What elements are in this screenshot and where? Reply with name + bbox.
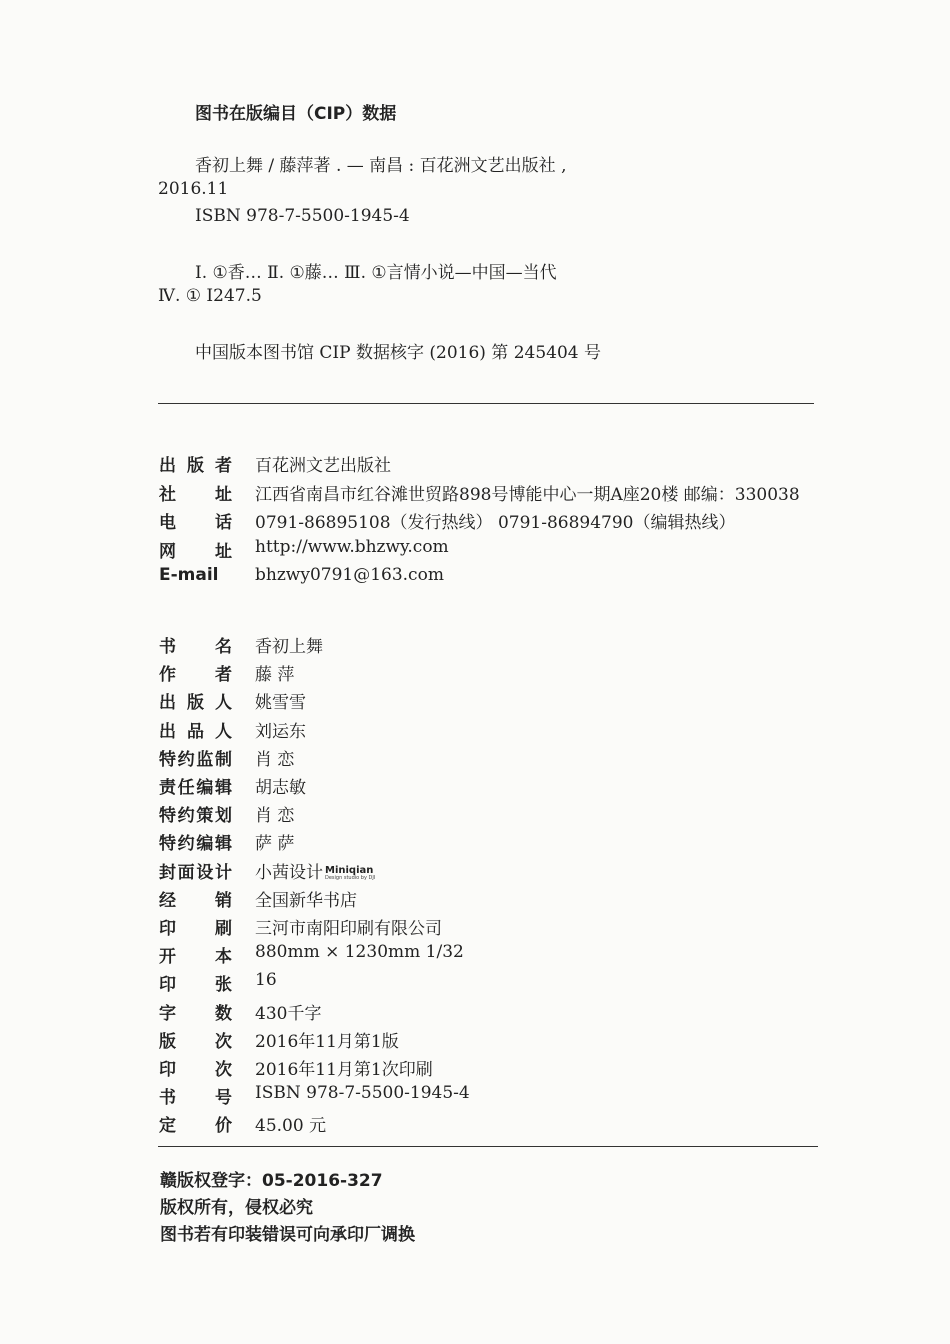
book-info-label-char: 品 [187, 721, 204, 742]
book-info-label [159, 660, 232, 685]
book-info-label-char: 编 [196, 778, 214, 798]
book-info-value-text: 小茜设计 [255, 862, 323, 883]
book-info-label-char: 制 [214, 749, 232, 770]
publisher-info-label-char: 网 [159, 541, 176, 562]
book-info-label-char: 经 [159, 890, 176, 911]
book-info-value-text: 藤 萍 [255, 665, 295, 686]
book-info-value [255, 1083, 470, 1103]
book-info-value-text: 430千字 [255, 1003, 322, 1024]
book-info-label-char: 书 [159, 637, 176, 657]
book-info-value-text: 880mm × 1230mm 1/32 [255, 942, 464, 963]
publisher-info-value-text: 0791-86895108（发行热线） 0791-86894790（编辑热线） [255, 513, 736, 533]
publisher-info-label [159, 508, 232, 533]
book-info-value [255, 745, 294, 770]
publisher-info-label-char: 址 [215, 541, 232, 562]
book-info-value [255, 914, 442, 939]
book-info-value-text: 三河市南阳印刷有限公司 [255, 919, 442, 939]
book-info-label [159, 999, 232, 1024]
publisher-info-label-char: E-mail [159, 565, 219, 585]
book-info-label-char: 策 [196, 806, 214, 827]
publisher-info-value [255, 480, 800, 505]
publisher-info-label-char: 版 [187, 456, 204, 476]
publisher-info-value [255, 565, 444, 585]
design-studio-logo-text: Miniqian [325, 864, 374, 876]
book-info-label-char: 名 [215, 637, 232, 657]
publisher-info-value [255, 508, 735, 533]
book-info-label-char: 责 [159, 778, 176, 798]
book-info-label-char: 数 [215, 1003, 232, 1024]
book-info-label-char: 特 [159, 806, 176, 827]
publisher-info-label-char: 电 [159, 513, 176, 533]
book-info-label-char: 辑 [214, 778, 232, 798]
publisher-info-label-char: 话 [215, 513, 232, 533]
book-info-label [159, 1111, 232, 1136]
cip-line-classification: Ⅳ. ① I247.5 [158, 286, 262, 306]
publisher-info-label-char: 址 [215, 484, 232, 505]
book-info-label-char: 约 [177, 834, 195, 855]
book-info-label-char: 任 [177, 778, 195, 798]
book-info-label-char: 出 [159, 721, 176, 742]
book-info-label-char: 刷 [215, 919, 232, 939]
book-info-label-char: 字 [159, 1003, 176, 1024]
publisher-info-label [159, 480, 232, 505]
book-info-label-char: 印 [159, 975, 176, 996]
copyright-registration: 赣版权登字：05-2016-327 [160, 1171, 383, 1191]
book-info-label [159, 632, 232, 657]
book-info-label-char: 印 [159, 919, 176, 939]
book-info-label-char: 划 [214, 806, 232, 827]
book-info-label-char: 版 [187, 693, 204, 714]
publisher-info-label [159, 565, 219, 585]
publisher-info-label-char: 者 [215, 456, 232, 476]
book-info-value-text: 16 [255, 970, 277, 991]
book-info-value [255, 1055, 433, 1080]
book-info-value-text: 刘运东 [255, 721, 306, 742]
book-info-label [159, 970, 232, 995]
cip-line-isbn: ISBN 978-7-5500-1945-4 [195, 206, 410, 226]
book-info-value [255, 660, 294, 685]
book-info-value [255, 886, 357, 911]
publisher-info-label [159, 451, 232, 476]
book-info-label-char: 面 [177, 862, 195, 883]
book-info-value [255, 829, 294, 854]
book-info-value-text: 胡志敏 [255, 778, 306, 798]
book-info-label-char: 监 [196, 749, 214, 770]
copyright-notice: 版权所有，侵权必究 [160, 1198, 313, 1218]
replacement-notice: 图书若有印装错误可向承印厂调换 [160, 1225, 415, 1245]
book-info-label-char: 者 [215, 665, 232, 686]
book-info-label-char: 辑 [214, 834, 232, 855]
book-info-label-char: 印 [159, 1060, 176, 1080]
book-info-label [159, 942, 232, 967]
book-info-value-text: 45.00 元 [255, 1116, 327, 1137]
book-info-label [159, 688, 232, 713]
book-info-label [159, 886, 232, 911]
book-info-label-char: 张 [215, 975, 232, 996]
book-info-label-char: 开 [159, 947, 176, 968]
publisher-info-label [159, 537, 232, 562]
book-info-value [255, 970, 277, 990]
publisher-info-value-text: http://www.bhzwy.com [255, 536, 449, 557]
book-info-value-text: ISBN 978-7-5500-1945-4 [255, 1083, 470, 1104]
book-info-label-char: 号 [215, 1088, 232, 1109]
book-info-label [159, 773, 232, 798]
cip-heading: 图书在版编目（CIP）数据 [195, 104, 397, 124]
book-info-value [255, 999, 321, 1024]
book-info-label [159, 1055, 232, 1080]
book-info-label-char: 定 [159, 1116, 176, 1137]
book-info-label-char: 设 [196, 862, 214, 883]
book-info-label-char: 约 [177, 749, 195, 770]
design-studio-logo-subtext: Design studio by DJI [325, 874, 376, 881]
book-info-label-char: 次 [215, 1060, 232, 1080]
publisher-info-value [255, 451, 391, 476]
publisher-info-value-text: bhzwy0791@163.com [255, 565, 444, 585]
book-info-label-char: 计 [214, 862, 232, 883]
publisher-info-value [255, 537, 449, 557]
book-info-value [255, 717, 306, 742]
book-info-label [159, 1027, 232, 1052]
book-info-label-char: 特 [159, 749, 176, 770]
cip-line-title: 香初上舞 / 藤萍著 . — 南昌 : 百花洲文艺出版社 , [195, 156, 567, 176]
book-info-value [255, 773, 306, 798]
book-info-value [255, 688, 306, 713]
book-info-value-text: 肖 恋 [255, 749, 295, 770]
book-info-label-char: 本 [215, 947, 232, 968]
book-info-value-text: 萨 萨 [255, 834, 295, 855]
book-info-label-char: 特 [159, 834, 176, 855]
book-info-value-text: 姚雪雪 [255, 693, 306, 714]
book-info-value-text: 2016年11月第1版 [255, 1031, 399, 1052]
design-studio-logo [325, 866, 375, 881]
book-info-label-char: 价 [215, 1116, 232, 1137]
book-info-value [255, 858, 375, 883]
book-info-label [159, 858, 232, 883]
book-info-label [159, 829, 232, 854]
book-info-label-char: 销 [215, 890, 232, 911]
book-info-value-text: 2016年11月第1次印刷 [255, 1060, 433, 1080]
book-info-label-char: 人 [215, 693, 232, 714]
publisher-info-label-char: 社 [159, 484, 176, 505]
publisher-info-value-text: 百花洲文艺出版社 [255, 456, 391, 476]
divider-top [158, 403, 814, 404]
divider-bottom [158, 1146, 818, 1147]
book-info-value [255, 1111, 326, 1136]
book-info-label-char: 编 [196, 834, 214, 855]
book-info-label [159, 1083, 232, 1108]
book-info-label [159, 914, 232, 939]
cip-line-record: 中国版本图书馆 CIP 数据核字 (2016) 第 245404 号 [195, 343, 602, 363]
publisher-info-value-text: 江西省南昌市红谷滩世贸路898号博能中心一期A座20楼 邮编：330038 [255, 484, 800, 505]
book-info-value [255, 1027, 399, 1052]
book-info-label [159, 717, 232, 742]
book-info-label-char: 书 [159, 1088, 176, 1109]
book-info-value-text: 肖 恋 [255, 806, 295, 827]
book-info-label-char: 作 [159, 665, 176, 686]
book-info-label-char: 约 [177, 806, 195, 827]
publisher-info-label-char: 出 [159, 456, 176, 476]
book-info-label [159, 745, 232, 770]
book-info-label-char: 次 [215, 1031, 232, 1052]
book-info-value [255, 942, 464, 962]
book-info-label [159, 801, 232, 826]
book-info-label-char: 人 [215, 721, 232, 742]
book-info-value-text: 香初上舞 [255, 637, 323, 657]
book-info-value [255, 801, 294, 826]
book-info-value-text: 全国新华书店 [255, 890, 357, 911]
book-info-value [255, 632, 323, 657]
book-info-label-char: 封 [159, 862, 176, 883]
book-info-label-char: 版 [159, 1031, 176, 1052]
book-info-label-char: 出 [159, 693, 176, 714]
cip-line-date: 2016.11 [158, 179, 229, 199]
cip-line-subjects: Ⅰ. ①香… Ⅱ. ①藤… Ⅲ. ①言情小说—中国—当代 [195, 263, 557, 283]
